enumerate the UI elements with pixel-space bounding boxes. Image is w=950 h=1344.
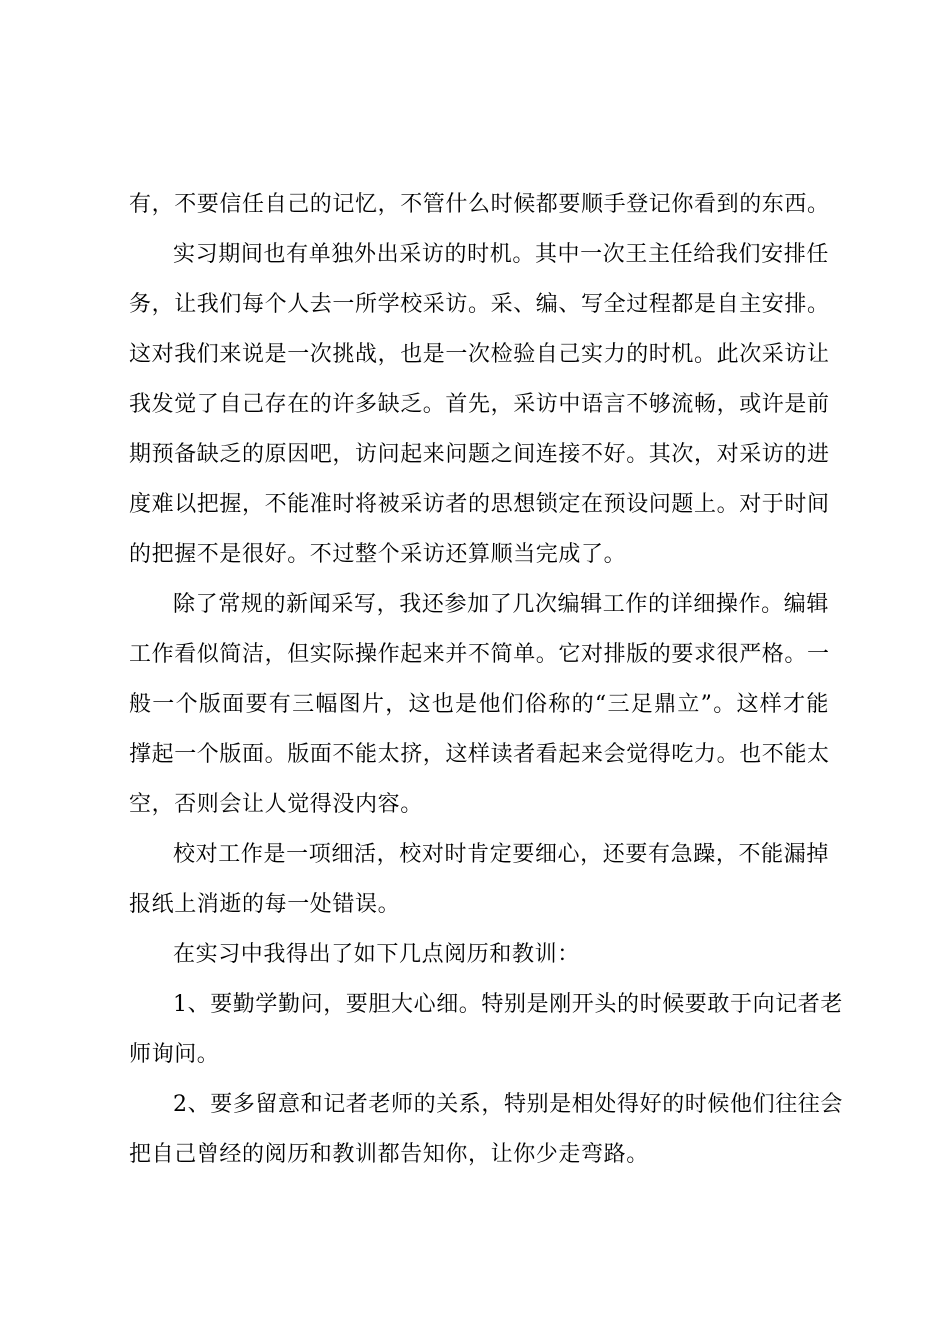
text-line: 我发觉了自己存在的许多缺乏。首先，采访中语言不够流畅，或许是前: [129, 392, 830, 417]
paragraph-7: [129, 1080, 843, 1180]
text-line: 度难以把握，不能准时将被采访者的思想锁定在预设问题上。对于时间: [129, 492, 830, 517]
text-line: 校对工作是一项细活，校对时肯定要细心，还要有急躁，不能漏掉: [173, 842, 829, 867]
text-line: 期预备缺乏的原因吧，访问起来问题之间连接不好。其次，对采访的进: [129, 442, 830, 467]
paragraph-1: [129, 180, 829, 230]
text-line: 般一个版面要有三幅图片，这也是他们俗称的“三足鼎立”。这样才能: [129, 692, 829, 717]
text-line: 工作看似简洁，但实际操作起来并不简单。它对排版的要求很严格。一: [129, 642, 830, 667]
paragraph-5: [129, 930, 829, 980]
text-line: 的把握不是很好。不过整个采访还算顺当完成了。: [129, 542, 627, 567]
body-text: [129, 180, 843, 1180]
text-line: 实习期间也有单独外出采访的时机。其中一次王主任给我们安排任: [173, 242, 829, 267]
text-line: 2、要多留意和记者老师的关系，特别是相处得好的时候他们往往会: [173, 1092, 843, 1117]
text-line: 撑起一个版面。版面不能太挤，这样读者看起来会觉得吃力。也不能太: [129, 742, 830, 767]
text-line: 除了常规的新闻采写，我还参加了几次编辑工作的详细操作。编辑: [173, 592, 829, 617]
text-line: 空，否则会让人觉得没内容。: [129, 792, 423, 817]
text-line: 务，让我们每个人去一所学校采访。采、编、写全过程都是自主安排。: [129, 292, 830, 317]
paragraph-6: [129, 980, 843, 1080]
text-line: 这对我们来说是一次挑战，也是一次检验自己实力的时机。此次采访让: [129, 342, 830, 367]
text-line: 把自己曾经的阅历和教训都告知你，让你少走弯路。: [129, 1142, 649, 1167]
paragraph-4: [129, 830, 829, 930]
text-line: 报纸上消逝的每一处错误。: [129, 892, 401, 917]
text-line: 师询问。: [129, 1042, 220, 1067]
text-line: 1、要勤学勤问，要胆大心细。特别是刚开头的时候要敢于向记者老: [173, 992, 843, 1017]
paragraph-3: [129, 580, 829, 830]
text-line: 有，不要信任自己的记忆，不管什么时候都要顺手登记你看到的东西。: [129, 192, 830, 217]
text-line: 在实习中我得出了如下几点阅历和教训：: [173, 942, 580, 967]
paragraph-2: [129, 230, 829, 580]
